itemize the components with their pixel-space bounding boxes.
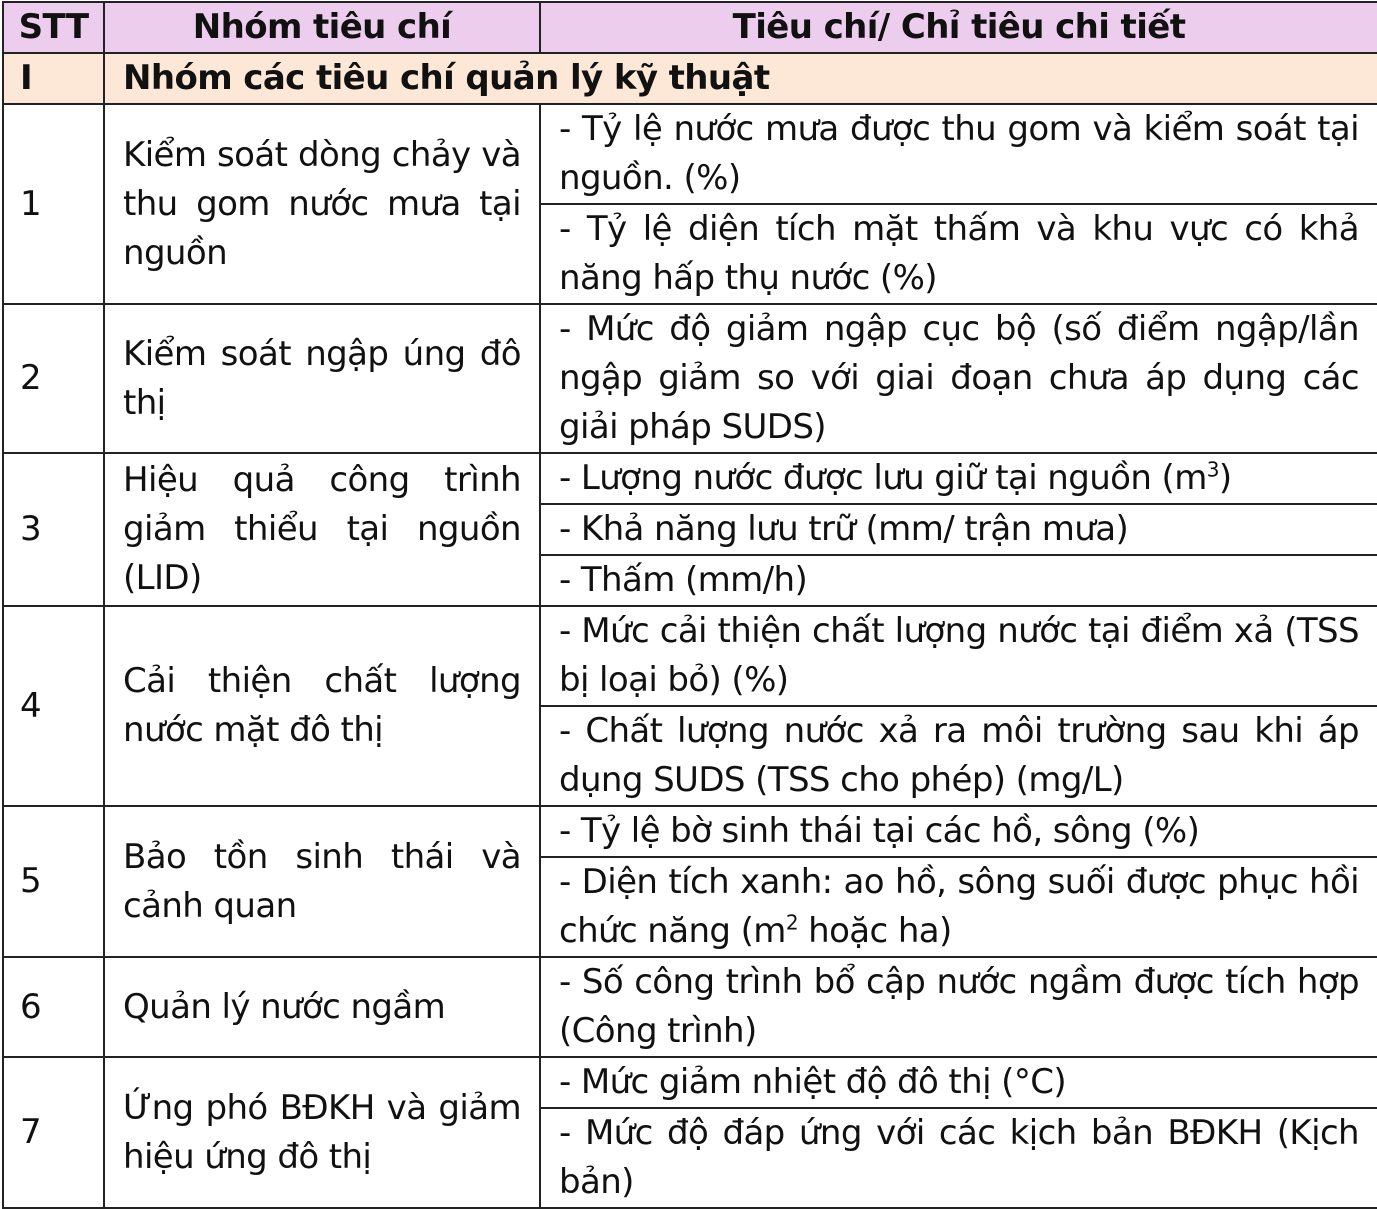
criteria-group-name: Bảo tồn sinh thái và cảnh quan	[104, 806, 540, 957]
section-row	[3, 53, 1377, 104]
table-row	[3, 957, 1377, 1057]
table-row	[3, 806, 1377, 857]
row-number: 2	[3, 304, 104, 453]
row-number: 6	[3, 957, 104, 1057]
criteria-detail: - Thấm (mm/h)	[540, 555, 1377, 606]
criteria-detail	[540, 857, 1377, 957]
table-row	[3, 304, 1377, 453]
criteria-detail: - Mức giảm nhiệt độ đô thị (°C)	[540, 1057, 1377, 1108]
criteria-detail: - Số công trình bổ cập nước ngầm được tích hợp (Công trình)	[540, 957, 1377, 1057]
criteria-detail: - Mức độ giảm ngập cục bộ (số điểm ngập/lần ngập giảm so với giai đoạn chưa áp dụng các giải pháp SUDS)	[540, 304, 1377, 453]
criteria-table	[2, 1, 1377, 1209]
detail-text: - Diện tích xanh: ao hồ, sông suối được phục hồi chức năng (m	[559, 862, 1359, 951]
section-number: I	[3, 53, 104, 104]
criteria-detail	[540, 453, 1377, 504]
table-row	[3, 606, 1377, 706]
criteria-detail: - Tỷ lệ nước mưa được thu gom và kiểm soát tại nguồn. (%)	[540, 104, 1377, 204]
criteria-group-name: Hiệu quả công trình giảm thiểu tại nguồn (LID)	[104, 453, 540, 606]
detail-text: - Lượng nước được lưu giữ tại nguồn (m	[559, 458, 1207, 498]
table-row	[3, 453, 1377, 504]
criteria-group-name: Quản lý nước ngầm	[104, 957, 540, 1057]
criteria-detail: - Tỷ lệ diện tích mặt thấm và khu vực có khả năng hấp thụ nước (%)	[540, 204, 1377, 304]
criteria-detail: - Mức độ đáp ứng với các kịch bản BĐKH (Kịch bản)	[540, 1108, 1377, 1208]
criteria-detail: - Chất lượng nước xả ra môi trường sau khi áp dụng SUDS (TSS cho phép) (mg/L)	[540, 706, 1377, 806]
criteria-group-name: Kiểm soát dòng chảy và thu gom nước mưa tại nguồn	[104, 104, 540, 304]
row-number: 7	[3, 1057, 104, 1208]
criteria-detail: - Mức cải thiện chất lượng nước tại điểm xả (TSS bị loại bỏ) (%)	[540, 606, 1377, 706]
header-stt: STT	[3, 2, 104, 53]
unit-superscript: 3	[1206, 457, 1219, 482]
criteria-group-name: Cải thiện chất lượng nước mặt đô thị	[104, 606, 540, 806]
header-group: Nhóm tiêu chí	[104, 2, 540, 53]
unit-superscript: 2	[785, 910, 798, 935]
detail-text-end: hoặc ha)	[797, 911, 952, 951]
header-row	[3, 2, 1377, 53]
detail-text-end: )	[1218, 458, 1232, 498]
table-row	[3, 1057, 1377, 1108]
header-detail: Tiêu chí/ Chỉ tiêu chi tiết	[540, 2, 1377, 53]
row-number: 5	[3, 806, 104, 957]
criteria-detail: - Tỷ lệ bờ sinh thái tại các hồ, sông (%)	[540, 806, 1377, 857]
criteria-detail: - Khả năng lưu trữ (mm/ trận mưa)	[540, 504, 1377, 555]
row-number: 3	[3, 453, 104, 606]
table-row	[3, 104, 1377, 204]
criteria-group-name: Kiểm soát ngập úng đô thị	[104, 304, 540, 453]
row-number: 4	[3, 606, 104, 806]
row-number: 1	[3, 104, 104, 304]
criteria-group-name: Ứng phó BĐKH và giảm hiệu ứng đô thị	[104, 1057, 540, 1208]
section-title: Nhóm các tiêu chí quản lý kỹ thuật	[104, 53, 1377, 104]
